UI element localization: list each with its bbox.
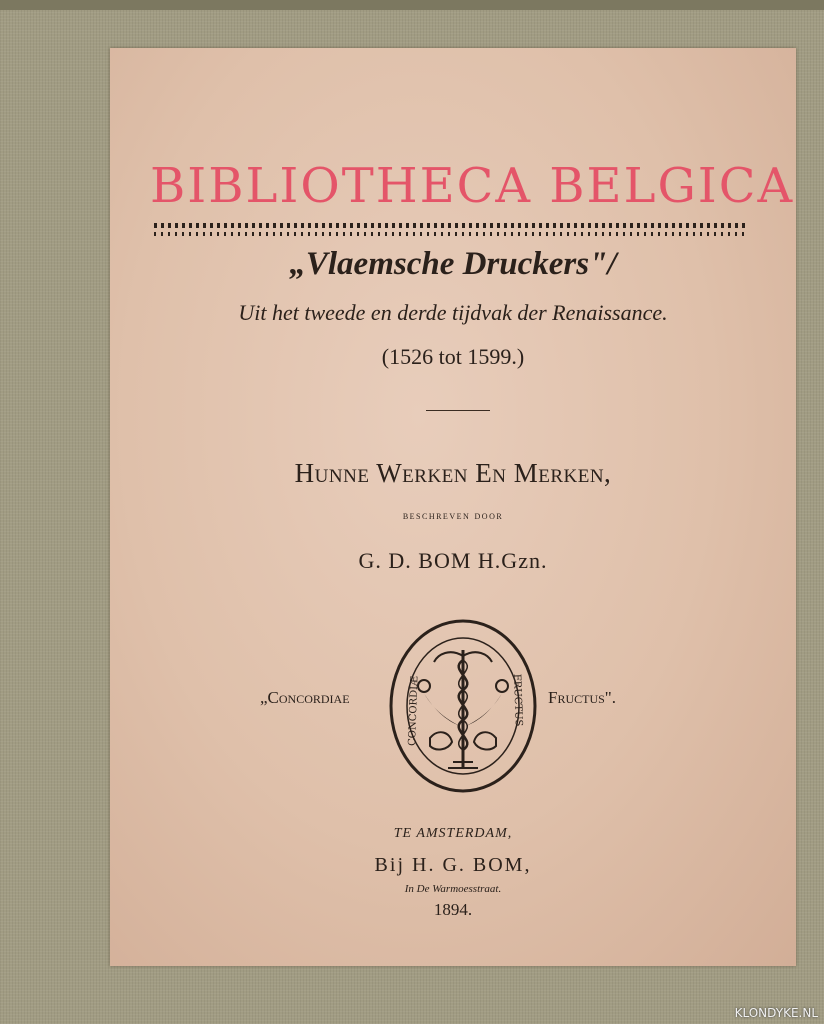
imprint-year: 1894.: [433, 900, 473, 919]
motto-left: „Concordiae: [260, 688, 350, 707]
divider-rule: [426, 410, 490, 411]
seal-text-right: FRUCTUS: [511, 673, 524, 727]
decorative-border: [154, 223, 746, 237]
title-label: [110, 48, 796, 966]
author-name: G. D. BOM H.Gzn.: [358, 548, 548, 573]
printer-mark-seal-icon: [388, 618, 538, 794]
described-by: beschreven door: [402, 510, 504, 522]
book-title: „Vlaemsche Druckers"/: [289, 246, 617, 282]
book-subtitle: Uit het tweede en derde tijdvak der Renaissance.: [238, 300, 668, 325]
seal-text-left: CONCORDIÆ: [407, 675, 421, 747]
imprint-publisher: Bij H. G. BOM,: [374, 854, 532, 876]
imprint-place: TE AMSTERDAM,: [393, 826, 513, 841]
watermark: KLONDYKE.NL: [734, 1006, 818, 1020]
imprint-address: In De Warmoesstraat.: [404, 883, 502, 895]
series-title: BIBLIOTHECA BELGICA: [150, 158, 795, 214]
date-range: (1526 tot 1599.): [381, 344, 525, 369]
motto-right: Fructus".: [548, 688, 616, 707]
works-heading: Hunne Werken En Merken,: [294, 458, 612, 488]
cover-top-edge: [0, 0, 824, 10]
